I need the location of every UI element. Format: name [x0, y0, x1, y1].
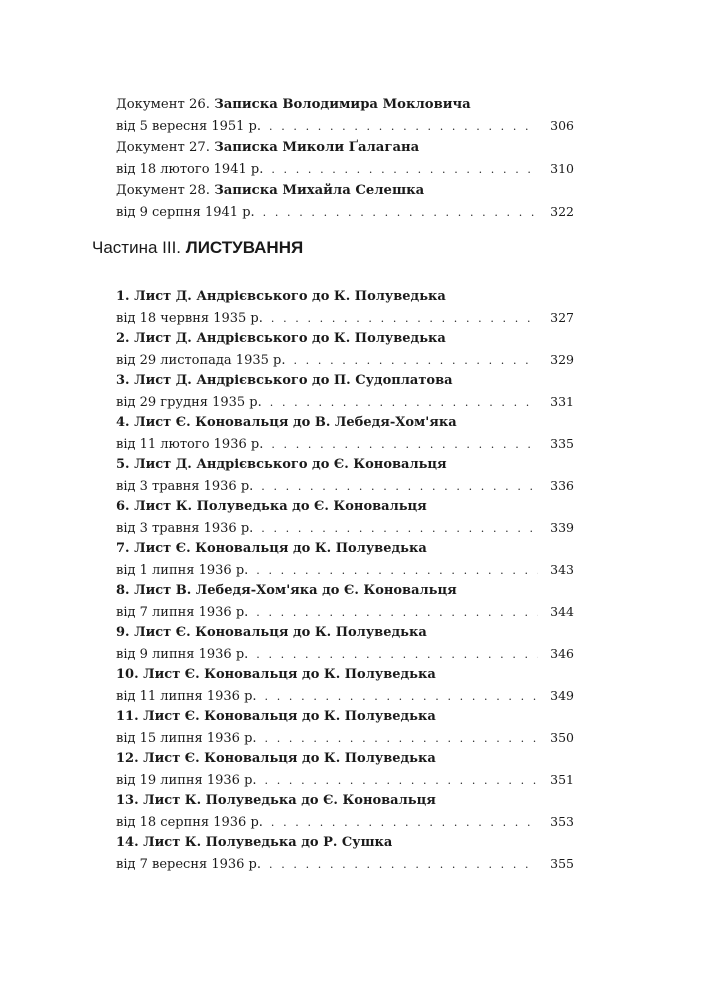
entry-date: від 7 вересня 1936 р.: [116, 857, 261, 872]
leader-dots: [263, 204, 538, 222]
entry-title: [116, 182, 574, 200]
entry-title: 5. Лист Д. Андрієвського до Є. Коновальця: [116, 457, 447, 472]
entry-date: від 7 липня 1936 р.: [116, 605, 249, 620]
entry-title: 9. Лист Є. Коновальця до К. Полуведька: [116, 625, 427, 640]
leader-dots: [271, 310, 538, 328]
leader-dots: [271, 814, 538, 832]
toc-entry-letter: [116, 750, 574, 790]
entry-title: 12. Лист Є. Коновальця до К. Полуведька: [116, 751, 436, 766]
entry-date: від 18 червня 1935 р.: [116, 311, 263, 326]
page-number: 351: [550, 772, 574, 787]
entry-title: 3. Лист Д. Андрієвського до П. Судоплатова: [116, 373, 453, 388]
page-number: 335: [550, 436, 574, 451]
entry-date: від 19 липня 1936 р.: [116, 773, 257, 788]
entry-title: 1. Лист Д. Андрієвського до К. Полуведька: [116, 289, 446, 304]
page-number: 331: [550, 394, 574, 409]
toc-entry-letter: [116, 414, 574, 454]
entry-dateline: [116, 771, 574, 790]
entry-dateline: [116, 519, 574, 538]
entry-title: 4. Лист Є. Коновальця до В. Лебедя-Хом'яка: [116, 415, 457, 430]
page-number: 349: [550, 688, 574, 703]
entry-title: 8. Лист В. Лебедя-Хом'яка до Є. Коновальця: [116, 583, 457, 598]
page-number: 329: [550, 352, 574, 367]
entry-title: 2. Лист Д. Андрієвського до К. Полуведька: [116, 331, 446, 346]
entry-dateline: [116, 160, 574, 179]
entry-dateline: [116, 435, 574, 454]
page-number: 350: [550, 730, 574, 745]
entry-title: 13. Лист К. Полуведька до Є. Коновальця: [116, 793, 436, 808]
leader-dots: [269, 118, 538, 136]
leader-dots: [269, 856, 538, 874]
entry-prefix: Документ 26.: [116, 97, 210, 112]
page-number: 310: [550, 161, 574, 176]
entry-dateline: [116, 645, 574, 664]
entry-dateline: [116, 729, 574, 748]
toc-entry-letter: [116, 792, 574, 832]
page-number: 355: [550, 856, 574, 871]
toc-entry-letter: [116, 330, 574, 370]
toc-entry-document-27: [116, 139, 574, 179]
entry-date: від 29 грудня 1935 р.: [116, 395, 262, 410]
leader-dots: [271, 436, 538, 454]
leader-dots: [270, 394, 538, 412]
entry-prefix: Документ 28.: [116, 183, 210, 198]
entry-dateline: [116, 477, 574, 496]
entry-date: від 15 липня 1936 р.: [116, 731, 257, 746]
entry-dateline: [116, 561, 574, 580]
leader-dots: [261, 520, 538, 538]
entry-date: від 9 липня 1936 р.: [116, 647, 249, 662]
leader-dots: [256, 562, 538, 580]
entry-date: від 18 серпня 1936 р.: [116, 815, 263, 830]
entry-dateline: [116, 117, 574, 136]
leader-dots: [256, 646, 538, 664]
entry-title: 14. Лист К. Полуведька до Р. Сушка: [116, 835, 393, 850]
toc-entry-letter: [116, 456, 574, 496]
toc-entry-letter: [116, 540, 574, 580]
entry-dateline: [116, 393, 574, 412]
entry-title: [116, 96, 574, 114]
entry-dateline: [116, 203, 574, 222]
entry-date: від 18 лютого 1941 р.: [116, 162, 264, 177]
page-number: 306: [550, 118, 574, 133]
page-number: 339: [550, 520, 574, 535]
page-number: 353: [550, 814, 574, 829]
leader-dots: [271, 161, 538, 179]
page-number: 336: [550, 478, 574, 493]
entry-date: від 11 лютого 1936 р.: [116, 437, 264, 452]
section-prefix: Частина III.: [92, 238, 182, 257]
page-number: 344: [550, 604, 574, 619]
leader-dots: [256, 604, 538, 622]
entry-date: від 9 серпня 1941 р.: [116, 205, 255, 220]
entry-title: 10. Лист Є. Коновальця до К. Полуведька: [116, 667, 436, 682]
entry-date: від 3 травня 1936 р.: [116, 521, 254, 536]
toc-entry-letter: [116, 834, 574, 874]
entry-prefix: Документ 27.: [116, 140, 210, 155]
toc-entry-letter: [116, 372, 574, 412]
entry-dateline: [116, 813, 574, 832]
leader-dots: [265, 772, 538, 790]
leader-dots: [293, 352, 538, 370]
toc-entry-letter: [116, 708, 574, 748]
entry-name: Записка Михайла Селешка: [214, 183, 425, 198]
entry-dateline: [116, 855, 574, 874]
entry-title: 11. Лист Є. Коновальця до К. Полуведька: [116, 709, 436, 724]
leader-dots: [265, 730, 538, 748]
entry-dateline: [116, 351, 574, 370]
entry-date: від 29 листопада 1935 р.: [116, 353, 286, 368]
page-number: 322: [550, 204, 574, 219]
toc-entry-letter: [116, 666, 574, 706]
toc-entry-document-26: [116, 96, 574, 136]
page-number: 343: [550, 562, 574, 577]
toc-entry-letter: [116, 498, 574, 538]
entry-date: від 11 липня 1936 р.: [116, 689, 257, 704]
toc-entry-document-28: [116, 182, 574, 222]
section-title: ЛИСТУВАННЯ: [185, 238, 304, 257]
toc-entry-letter: [116, 288, 574, 328]
entry-name: Записка Миколи Ґалагана: [214, 140, 420, 155]
page-number: 327: [550, 310, 574, 325]
toc-entry-letter: [116, 582, 574, 622]
entry-dateline: [116, 687, 574, 706]
entry-date: від 5 вересня 1951 р.: [116, 119, 261, 134]
entry-date: від 3 травня 1936 р.: [116, 479, 254, 494]
leader-dots: [261, 478, 538, 496]
entry-date: від 1 липня 1936 р.: [116, 563, 249, 578]
entry-title: 7. Лист Є. Коновальця до К. Полуведька: [116, 541, 427, 556]
entry-dateline: [116, 309, 574, 328]
toc-entry-letter: [116, 624, 574, 664]
leader-dots: [265, 688, 538, 706]
entry-dateline: [116, 603, 574, 622]
page-number: 346: [550, 646, 574, 661]
entry-title: 6. Лист К. Полуведька до Є. Коновальця: [116, 499, 427, 514]
entry-name: Записка Володимира Мокловича: [214, 97, 471, 112]
entry-title: [116, 139, 574, 157]
section-heading: [92, 238, 303, 258]
